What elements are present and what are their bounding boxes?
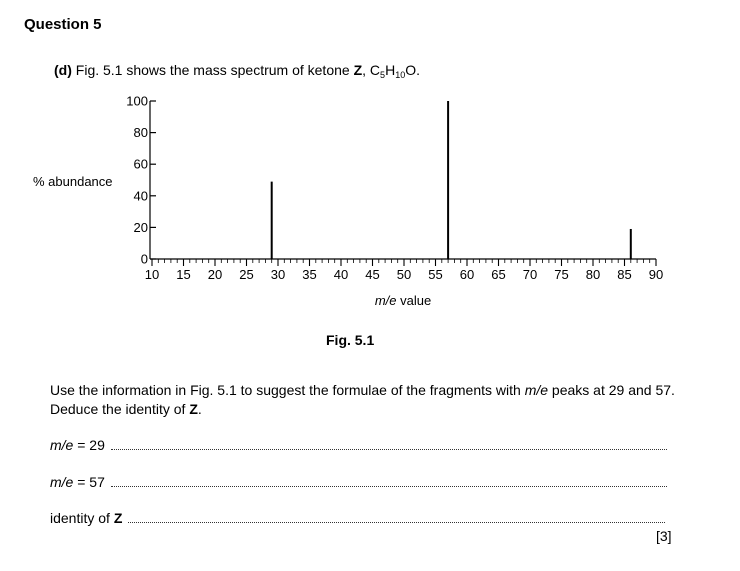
x-axis-label-italic: m/e	[374, 293, 397, 308]
answer-label-identity-prefix: identity of	[50, 510, 114, 526]
part-label: (d)	[54, 62, 72, 78]
instructions-end: .	[197, 401, 202, 417]
formula-c-sub: 5	[380, 70, 386, 80]
answer-label-57	[50, 474, 105, 490]
x-tick-label: 55	[428, 267, 443, 282]
x-tick-label: 70	[522, 267, 538, 282]
formula-o: O.	[405, 62, 420, 78]
formula-h: H	[385, 62, 396, 78]
figure-caption: Fig. 5.1	[326, 332, 375, 348]
answer-row-identity	[50, 510, 665, 526]
compound-label: Z	[353, 62, 363, 78]
x-tick-label: 25	[239, 267, 254, 282]
answer-line-29[interactable]	[111, 437, 667, 450]
x-tick-label: 90	[648, 267, 664, 282]
y-tick-label: 0	[140, 251, 148, 267]
answer-line-identity[interactable]	[128, 510, 665, 523]
formula-c: C	[369, 62, 381, 78]
x-axis	[145, 259, 663, 282]
x-tick-label: 35	[302, 267, 317, 282]
x-axis-label-rest: value	[396, 293, 432, 308]
intro-text: Fig. 5.1 shows the mass spectrum of ketone	[75, 62, 350, 78]
x-tick-label: 50	[396, 267, 412, 282]
answer-label-29-rest: = 29	[73, 437, 105, 453]
marks-label: [3]	[656, 528, 672, 544]
instructions-me: m/e	[524, 382, 549, 398]
x-tick-label: 60	[459, 267, 475, 282]
intro-comma: ,	[362, 62, 367, 78]
x-axis-label	[375, 293, 431, 308]
y-tick-label: 100	[126, 93, 148, 109]
x-tick-label: 40	[333, 267, 349, 282]
x-tick-label: 45	[365, 267, 380, 282]
answer-label-57-rest: = 57	[73, 474, 105, 490]
instructions-part1: Use the information in Fig. 5.1 to suggest the formulae of the fragments with	[50, 382, 525, 398]
y-axis	[126, 94, 156, 267]
y-tick-label: 60	[133, 156, 148, 172]
instructions-part2: peaks at 29 and 57. Deduce the identity of	[50, 382, 675, 417]
answer-row-29	[50, 437, 667, 453]
formula-h-sub: 10	[395, 70, 406, 80]
y-tick-label: 40	[133, 188, 148, 204]
question-title: Question 5	[24, 16, 102, 33]
x-tick-label: 30	[270, 267, 286, 282]
answer-label-identity	[50, 510, 122, 526]
answer-label-29	[50, 437, 105, 453]
peaks	[272, 101, 631, 259]
answer-label-29-italic: m/e	[50, 437, 74, 453]
answer-row-57	[50, 474, 667, 490]
x-tick-label: 10	[144, 267, 160, 282]
answer-label-57-italic: m/e	[50, 474, 74, 490]
answer-line-57[interactable]	[111, 474, 667, 487]
x-tick-label: 75	[554, 267, 569, 282]
answer-label-identity-z: Z	[113, 510, 123, 526]
x-tick-label: 80	[585, 267, 601, 282]
x-tick-label: 20	[207, 267, 223, 282]
x-tick-label: 15	[176, 267, 191, 282]
x-tick-label: 65	[491, 267, 506, 282]
y-tick-label: 20	[133, 219, 148, 235]
instructions-text	[50, 381, 690, 419]
y-axis-label: % abundance	[33, 174, 113, 189]
y-tick-label: 80	[133, 125, 148, 141]
x-tick-label: 85	[617, 267, 632, 282]
instructions-z: Z	[189, 401, 198, 417]
